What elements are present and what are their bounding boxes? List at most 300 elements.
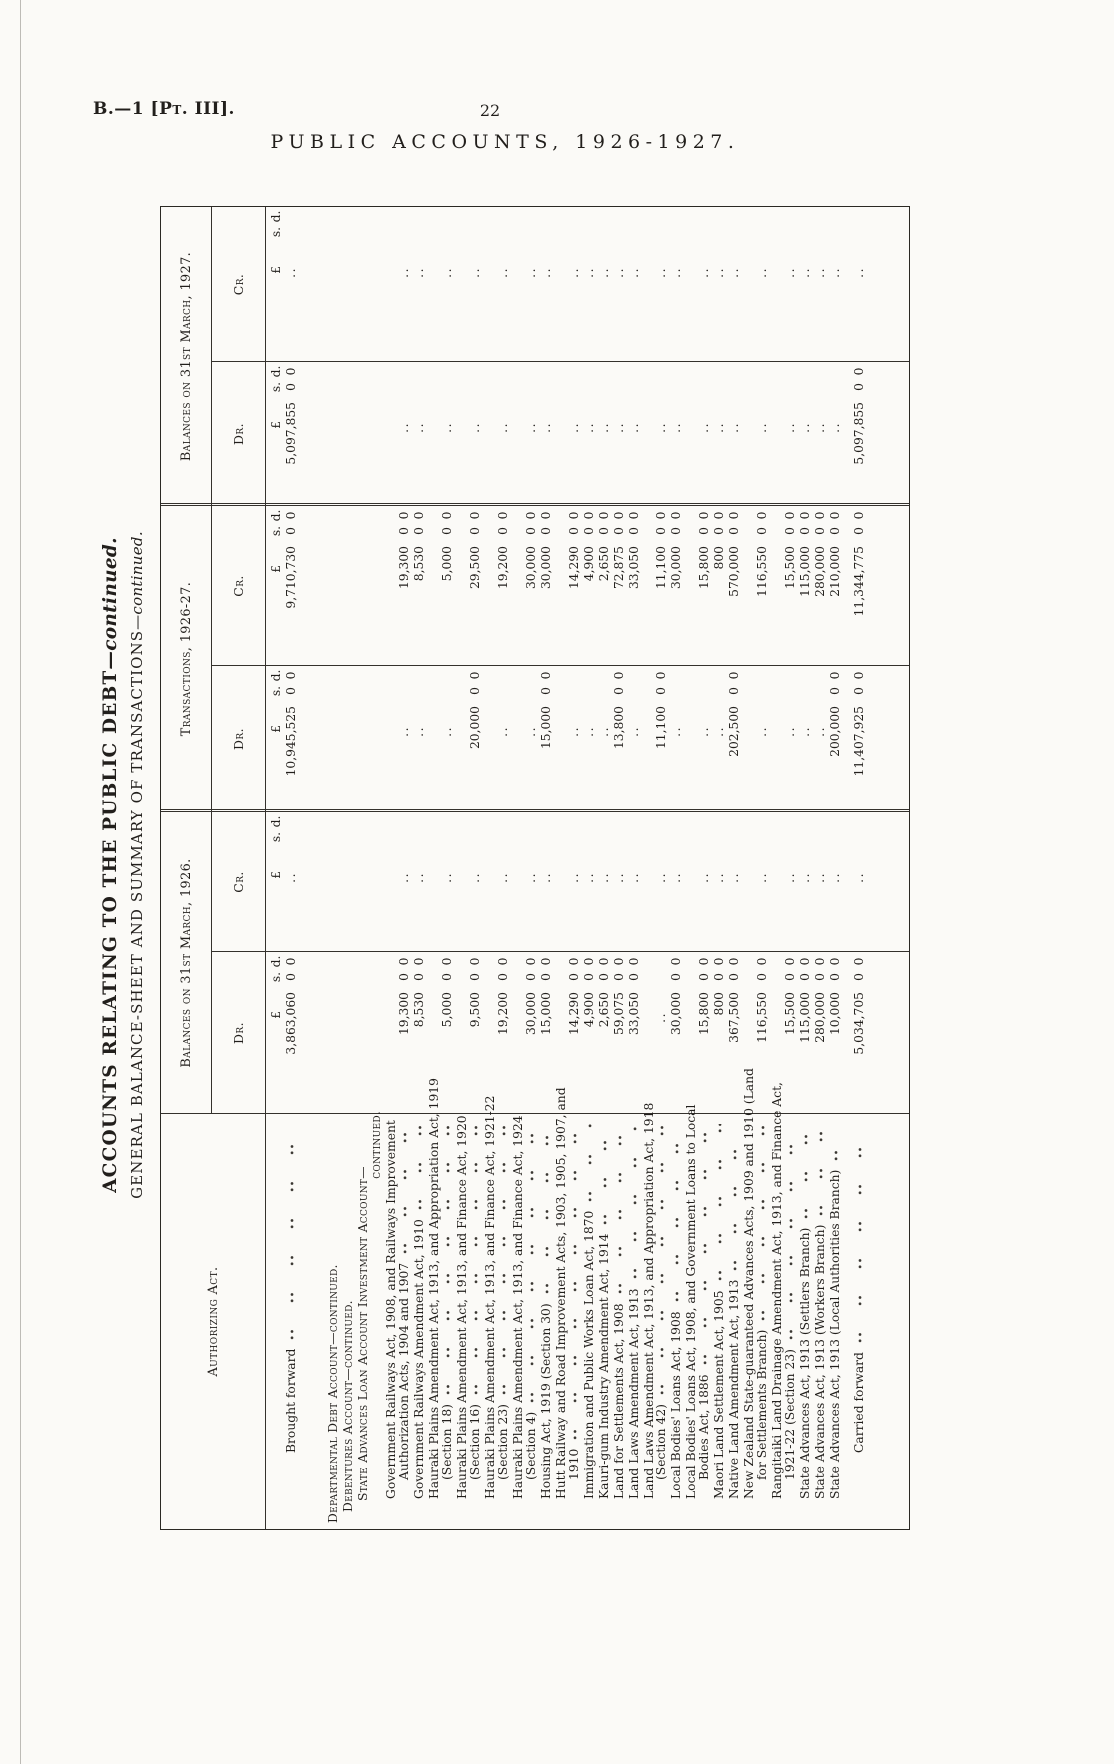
money-cell-dr-transactions	[441, 666, 454, 812]
pence-text: 0	[495, 957, 510, 966]
dot-leader	[583, 1124, 593, 1202]
pence-text: 0	[727, 957, 742, 966]
money-cell-dr-transactions	[398, 666, 411, 812]
money-cell-dr-transactions	[270, 666, 283, 812]
money-cell-dr-1927	[285, 362, 298, 506]
money-cell-dr-1927	[497, 362, 510, 506]
money-cell-dr-transactions	[756, 666, 769, 812]
table-row	[583, 207, 596, 1529]
money-cell-cr-transactions	[583, 506, 596, 666]
shillings-text: s.	[269, 381, 283, 393]
money-cell-dr-1927	[413, 362, 426, 506]
amount-text: 2,650	[596, 992, 611, 1028]
money-cell-dr-1927	[270, 362, 283, 506]
pence-text: 0	[611, 671, 626, 680]
sheet-title-text: ACCOUNTS RELATING TO THE PUBLIC DEBT	[100, 669, 121, 1193]
act-label-line	[482, 1095, 497, 1525]
money-cell-dr-1927	[713, 362, 726, 506]
money-cell-cr-1927	[413, 207, 426, 362]
money-cell-dr-transactions	[568, 666, 581, 812]
dot-leader	[441, 1124, 451, 1395]
table-row	[771, 207, 797, 1529]
amount-text: 8,530	[412, 992, 426, 1028]
pence-text: 0	[397, 511, 411, 520]
pence-text: 0	[538, 957, 553, 966]
money-cell-dr-1927	[540, 362, 553, 506]
amount-text: 30,000	[669, 546, 684, 590]
shillings-text: 0	[566, 973, 581, 981]
money-cell-dr-1926	[540, 952, 553, 1114]
amount-text: ..	[495, 267, 510, 278]
money-cell-dr-1926	[285, 952, 298, 1114]
act-label-line	[799, 1114, 812, 1525]
shillings-text: 0	[798, 973, 813, 981]
amount-text: ..	[828, 267, 843, 278]
money-cell-dr-1927	[655, 362, 668, 506]
table-row	[814, 207, 827, 1529]
act-label-text: State Advances Act, 1913 (Local Authorities Branch)	[828, 1169, 843, 1499]
dot-leader	[784, 1124, 794, 1340]
amount-text: ..	[495, 422, 510, 433]
amount-text: ..	[439, 872, 454, 883]
amount-text: 30,000	[523, 992, 538, 1036]
act-label-text: (Section 23)	[495, 1404, 510, 1480]
act-label-text: Authorization Acts, 1904 and 1907	[397, 1262, 411, 1480]
money-cell-dr-1926	[829, 952, 842, 1114]
shillings-text: 0	[813, 527, 828, 535]
pence-text: 0	[712, 957, 727, 966]
money-cell-dr-1926	[698, 952, 711, 1114]
act-label-line	[285, 1114, 298, 1525]
amount-text: ..	[697, 267, 712, 278]
amount-text: 15,800	[697, 546, 712, 590]
amount-text: ..	[697, 872, 712, 883]
shillings-text: 0	[852, 383, 867, 391]
amount-text: ..	[596, 726, 611, 737]
amount-text: ..	[397, 726, 411, 737]
amount-text: ..	[697, 726, 712, 737]
shillings-text: 0	[727, 527, 742, 535]
pence-text: 0	[566, 957, 581, 966]
pence-text: 0	[611, 957, 626, 966]
amount-text: ..	[566, 872, 581, 883]
table-row	[428, 207, 454, 1529]
amount-text: 5,097,855	[284, 402, 299, 465]
money-cell-dr-1926	[270, 952, 283, 1114]
shillings-text: 0	[828, 973, 843, 981]
amount-text: ..	[654, 422, 669, 433]
money-cell-cr-transactions	[413, 506, 426, 666]
money-cell-cr-1926	[469, 812, 482, 952]
amount-text: ..	[523, 726, 538, 737]
money-cell-cr-transactions	[441, 506, 454, 666]
amount-text: ..	[712, 726, 727, 737]
column-subheader-cr: Cr.	[230, 273, 246, 296]
amount-text: ..	[412, 872, 426, 883]
shillings-text: 0	[284, 687, 299, 695]
money-cell-cr-1927	[756, 207, 769, 362]
money-cell-dr-1927	[853, 362, 866, 506]
amount-text: ..	[852, 872, 867, 883]
table-row	[628, 207, 641, 1529]
table-row	[385, 207, 411, 1529]
act-label-text: New Zealand State-guaranteed Advances Acts, 1909 and 1910 (Land	[742, 1068, 757, 1499]
act-label-text: Native Land Amendment Act, 1913	[727, 1279, 742, 1499]
amount-text: ..	[669, 422, 684, 433]
amount-text: ..	[467, 872, 482, 883]
money-cell-cr-1927	[270, 207, 283, 362]
act-label-line	[469, 1114, 482, 1525]
money-cell-cr-1927	[540, 207, 553, 362]
amount-text: ..	[412, 422, 426, 433]
authorizing-act-label	[456, 1114, 482, 1529]
amount-text: ..	[798, 267, 813, 278]
table-row	[829, 207, 842, 1529]
money-cell-dr-1926	[728, 952, 741, 1114]
money-cell-dr-1926	[670, 952, 683, 1114]
act-label-text: 1921-22 (Section 23)	[783, 1349, 798, 1480]
money-cell-dr-transactions	[655, 666, 668, 812]
money-cell-cr-transactions	[525, 506, 538, 666]
shillings-text: 0	[467, 973, 482, 981]
amount-text: ..	[755, 267, 770, 278]
amount-text: ..	[813, 872, 828, 883]
money-cell-dr-transactions	[829, 666, 842, 812]
amount-text: ..	[697, 422, 712, 433]
authorizing-act-label	[540, 1114, 553, 1529]
act-label-text: Local Bodies' Loans Act, 1908	[669, 1311, 684, 1499]
authorizing-act-label	[413, 1114, 426, 1529]
authorizing-act-label	[770, 1082, 798, 1529]
amount-text: ..	[566, 726, 581, 737]
pence-text: 0	[495, 511, 510, 520]
shillings-text: 0	[755, 973, 770, 981]
dot-leader	[413, 1124, 423, 1210]
money-cell-dr-1927	[598, 362, 611, 506]
amount-text: ..	[495, 872, 510, 883]
amount-text: ..	[755, 726, 770, 737]
act-label-line	[853, 1114, 866, 1525]
money-cell-dr-transactions	[784, 666, 797, 812]
amount-text: ..	[581, 872, 596, 883]
money-cell-dr-transactions	[853, 666, 866, 812]
amount-text: ..	[669, 267, 684, 278]
column-subheader-cr: Cr.	[230, 871, 246, 893]
table-row	[357, 207, 383, 1529]
table-row	[643, 207, 669, 1529]
heading-continued: —continued.	[356, 1110, 384, 1179]
column-subheader-dr: Dr.	[230, 423, 246, 445]
dot-leader	[613, 1124, 623, 1294]
money-cell-cr-transactions	[756, 506, 769, 666]
money-cell-dr-1927	[814, 362, 827, 506]
money-cell-dr-transactions	[469, 666, 482, 812]
column-group-header: Transactions, 1926-27.	[178, 581, 194, 737]
scan-edge-line	[20, 0, 21, 1764]
dot-leader	[670, 1124, 680, 1302]
money-cell-dr-1926	[497, 952, 510, 1114]
shillings-text: 0	[596, 973, 611, 981]
column-header-authorizing-act: Authorizing Act.	[205, 1266, 221, 1377]
shillings-text: 0	[566, 527, 581, 535]
authorizing-act-label	[285, 1114, 298, 1529]
money-cell-cr-1926	[713, 812, 726, 952]
table-row	[728, 207, 741, 1529]
pence-text: 0	[467, 957, 482, 966]
money-cell-cr-1927	[784, 207, 797, 362]
shillings-text: 0	[538, 527, 553, 535]
shillings-text: s.	[269, 226, 283, 238]
amount-text: ..	[669, 872, 684, 883]
amount-text: ..	[654, 872, 669, 883]
shillings-text: 0	[852, 527, 867, 535]
table-row	[685, 207, 711, 1529]
dot-leader	[540, 1124, 550, 1294]
amount-text: ..	[813, 267, 828, 278]
money-cell-cr-transactions	[285, 506, 298, 666]
authorizing-act-label	[385, 1114, 411, 1529]
table-row	[285, 207, 298, 1529]
table-row	[613, 207, 626, 1529]
table-body	[265, 207, 909, 1529]
amount-text: ..	[467, 267, 482, 278]
pence-text: 0	[596, 511, 611, 520]
authorizing-act-label	[799, 1114, 812, 1529]
money-cell-dr-1926	[628, 952, 641, 1114]
amount-text: ..	[523, 872, 538, 883]
money-cell-dr-transactions	[540, 666, 553, 812]
amount-text: 19,200	[495, 992, 510, 1036]
money-cell-cr-1926	[568, 812, 581, 952]
heading-continued: —continued.	[341, 1300, 356, 1381]
money-cell-dr-transactions	[525, 666, 538, 812]
table-row	[713, 207, 726, 1529]
balance-sheet-table	[160, 206, 910, 1530]
money-cell-dr-transactions	[713, 666, 726, 812]
act-label-text: Housing Act, 1919 (Section 30)	[538, 1303, 553, 1499]
amount-text: ..	[397, 422, 411, 433]
money-cell-cr-1927	[655, 207, 668, 362]
pence-text: 0	[581, 511, 596, 520]
amount-text: ..	[783, 267, 798, 278]
amount-text: ..	[813, 726, 828, 737]
shillings-text: 0	[538, 973, 553, 981]
pence-text: 0	[412, 511, 426, 520]
amount-text: 4,900	[581, 992, 596, 1028]
pence-text: 0	[813, 957, 828, 966]
amount-text: 800	[712, 546, 727, 570]
table-row	[456, 207, 482, 1529]
money-cell-cr-transactions	[628, 506, 641, 666]
pence-text: 0	[467, 671, 482, 680]
amount-text: 30,000	[669, 992, 684, 1036]
dot-leader	[713, 1124, 723, 1281]
money-cell-cr-1927	[698, 207, 711, 362]
amount-text: ..	[523, 422, 538, 433]
money-cell-cr-transactions	[814, 506, 827, 666]
authorizing-act-label	[728, 1114, 741, 1529]
amount-text: 116,550	[755, 546, 770, 597]
money-cell-cr-1926	[441, 812, 454, 952]
amount-text: 14,290	[566, 992, 581, 1036]
act-label-text: Hauraki Plains Amendment Act, 1913, and Finance Act, 1921-22	[482, 1095, 497, 1499]
authorizing-act-label	[641, 1102, 669, 1529]
heading-text: Debentures Account	[341, 1380, 356, 1512]
money-cell-dr-transactions	[497, 666, 510, 812]
money-cell-cr-1927	[469, 207, 482, 362]
act-label-line	[512, 1114, 525, 1525]
amount-text: ..	[284, 872, 299, 883]
money-cell-cr-1927	[285, 207, 298, 362]
shillings-text: 0	[397, 527, 411, 535]
money-cell-cr-1926	[799, 812, 812, 952]
column-subheader-cr: Cr.	[230, 575, 246, 597]
amount-text: 367,500	[727, 992, 742, 1043]
amount-text: 5,034,705	[852, 992, 867, 1055]
amount-text: 30,000	[538, 546, 553, 590]
pence-text: 0	[626, 957, 641, 966]
sheet-subtitle-continued: —continued.	[128, 531, 146, 630]
amount-text: ..	[495, 726, 510, 737]
money-cell-dr-1926	[469, 952, 482, 1114]
shillings-text: 0	[596, 527, 611, 535]
act-label-text: Immigration and Public Works Loan Act, 1870	[581, 1210, 596, 1499]
authorizing-act-label	[829, 1114, 842, 1529]
heading-line	[327, 1114, 340, 1525]
money-cell-dr-1927	[799, 362, 812, 506]
money-cell-dr-transactions	[728, 666, 741, 812]
amount-text: ..	[581, 726, 596, 737]
amount-text: 9,710,730	[284, 546, 299, 609]
amount-text: 33,050	[626, 992, 641, 1036]
pence-text: 0	[828, 511, 843, 520]
amount-text: 115,000	[798, 546, 813, 597]
money-cell-dr-1926	[525, 952, 538, 1114]
pence-text: 0	[611, 511, 626, 520]
shillings-text: 0	[697, 527, 712, 535]
pence-text: 0	[755, 957, 770, 966]
act-label-line	[456, 1114, 469, 1525]
amount-text: ..	[412, 726, 426, 737]
shillings-text: 0	[654, 687, 669, 695]
dot-leader	[853, 1124, 863, 1343]
pence-text: 0	[697, 957, 712, 966]
amount-text: ..	[397, 872, 411, 883]
amount-text: ..	[467, 422, 482, 433]
shillings-text: 0	[611, 527, 626, 535]
amount-text: ..	[755, 872, 770, 883]
shillings-text: 0	[412, 973, 426, 981]
pence-text: 0	[654, 671, 669, 680]
money-cell-cr-1927	[814, 207, 827, 362]
pence-text: d.	[269, 365, 283, 378]
page-number: 22	[479, 101, 501, 120]
amount-text: 800	[712, 992, 727, 1016]
shillings-text: 0	[284, 973, 299, 981]
heading-line	[356, 1110, 384, 1525]
amount-text: £	[269, 871, 283, 879]
shillings-text: 0	[654, 527, 669, 535]
amount-text: 15,500	[783, 546, 798, 590]
money-cell-cr-1926	[598, 812, 611, 952]
shillings-text: s.	[269, 685, 283, 697]
shillings-text: 0	[611, 973, 626, 981]
amount-text: 202,500	[727, 706, 742, 757]
act-label-text: Rangitaiki Land Drainage Amendment Act, 1913, and Finance Act,	[770, 1082, 785, 1499]
amount-text: ..	[566, 267, 581, 278]
act-label-line	[568, 1114, 581, 1525]
shillings-text: 0	[798, 527, 813, 535]
amount-text: 30,000	[523, 546, 538, 590]
money-cell-cr-1926	[497, 812, 510, 952]
amount-text: ..	[611, 422, 626, 433]
pence-text: 0	[439, 511, 454, 520]
amount-text: 280,000	[813, 546, 828, 597]
authorizing-act-label	[670, 1114, 683, 1529]
pence-text: 0	[284, 957, 299, 966]
pence-text: 0	[581, 957, 596, 966]
amount-text: ..	[712, 267, 727, 278]
amount-text: ..	[538, 422, 553, 433]
pence-text: 0	[783, 957, 798, 966]
amount-text: 19,300	[397, 546, 411, 590]
amount-text: ..	[755, 422, 770, 433]
amount-text: ..	[626, 872, 641, 883]
act-label-text: Brought forward	[284, 1348, 299, 1453]
act-label-text: (Section 18)	[439, 1404, 454, 1480]
act-label-text: Bodies Act, 1886	[697, 1374, 712, 1480]
money-cell-dr-transactions	[285, 666, 298, 812]
dot-leader	[698, 1124, 708, 1365]
rotated-table-sheet	[100, 200, 930, 1530]
pence-text: d.	[269, 955, 283, 968]
money-cell-cr-transactions	[698, 506, 711, 666]
money-cell-cr-transactions	[270, 506, 283, 666]
sheet-title-continued: —continued.	[100, 537, 121, 670]
money-cell-dr-1927	[583, 362, 596, 506]
authorizing-act-label	[512, 1114, 538, 1529]
shillings-text: 0	[467, 687, 482, 695]
column-group-header: Balances on 31st March, 1927.	[178, 251, 194, 462]
money-cell-dr-1927	[568, 362, 581, 506]
shillings-text: 0	[755, 527, 770, 535]
money-cell-cr-1926	[540, 812, 553, 952]
amount-text: 8,530	[412, 546, 426, 582]
act-label-text: Local Bodies' Loans Act, 1908, and Government Loans to Local	[684, 1104, 699, 1499]
money-cell-dr-transactions	[670, 666, 683, 812]
shillings-text: 0	[538, 687, 553, 695]
table-row	[540, 207, 553, 1529]
amount-text: 13,800	[611, 706, 626, 750]
amount-text: £	[269, 565, 283, 573]
shillings-text: s.	[269, 525, 283, 537]
money-cell-dr-1926	[756, 952, 769, 1114]
pence-text: 0	[467, 511, 482, 520]
shillings-text: 0	[495, 527, 510, 535]
act-label-line	[497, 1114, 510, 1525]
dot-leader	[829, 1124, 839, 1161]
amount-text: £	[269, 421, 283, 429]
amount-text: ..	[284, 267, 299, 278]
money-cell-dr-1927	[756, 362, 769, 506]
money-cell-dr-1927	[698, 362, 711, 506]
pence-text: 0	[813, 511, 828, 520]
act-label-text: Government Railways Act, 1908, and Railways Improvement	[384, 1120, 399, 1499]
pence-text: 0	[538, 671, 553, 680]
authorizing-act-label	[684, 1104, 712, 1529]
amount-text: 14,290	[566, 546, 581, 590]
sheet-subtitle	[128, 200, 147, 1530]
